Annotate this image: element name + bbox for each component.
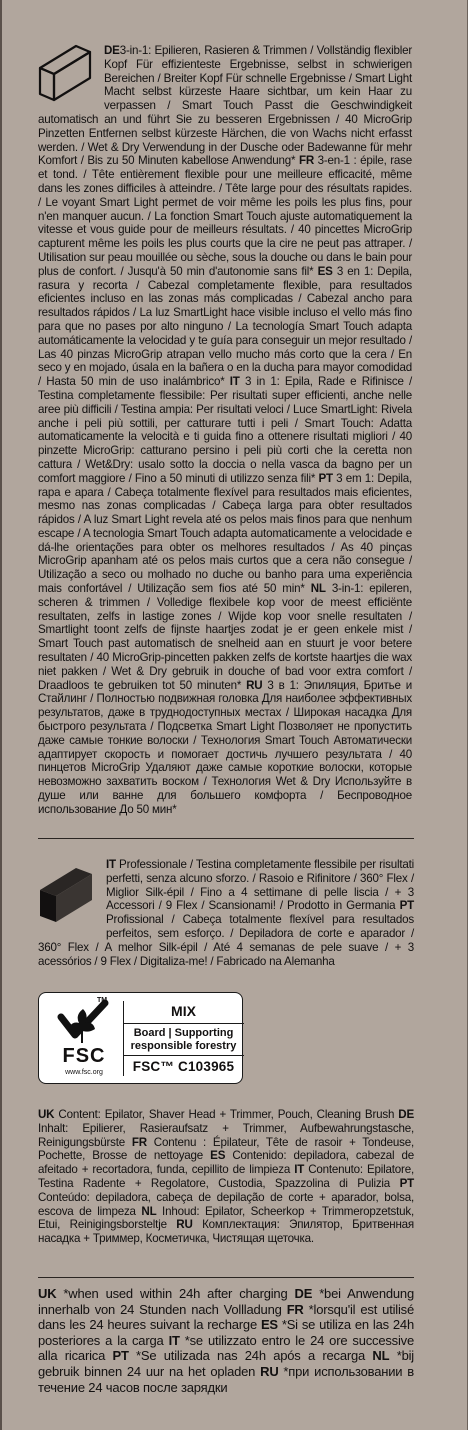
lang-code-ru: RU <box>260 1363 279 1379</box>
fsc-mix-label: MIX <box>171 1003 196 1019</box>
lang-code-ru: RU <box>246 678 263 692</box>
lang-code-fr: FR <box>286 1301 304 1317</box>
fsc-tree-checkmark-icon <box>55 999 111 1045</box>
fsc-line-bottom <box>123 1055 244 1056</box>
fsc-certification-label <box>38 992 243 1084</box>
section-divider <box>38 1277 414 1278</box>
lang-code-pt: PT <box>399 1176 414 1190</box>
footnote-text-de: *bei Anwendung innerhalb von 24 Stunden nach Vollladung <box>38 1286 414 1317</box>
icon-wrap-spacer <box>38 858 106 938</box>
lang-code-ru: RU <box>176 1218 193 1232</box>
contents-text-uk: Content: Epilator, Shaver Head + Trimmer, Pouch, Cleaning Brush <box>54 1108 399 1121</box>
footnote-text-ru: *при использовании в течение 24 часов после зарядки <box>38 1363 414 1395</box>
lang-code-de: DE <box>294 1286 313 1301</box>
footnote-text-fr: *lorsqu'il est utilisé dans les 24 heures suivant la recharge <box>38 1301 415 1333</box>
lang-code-de: DE <box>398 1108 414 1121</box>
lang-code-de: DE <box>104 44 120 57</box>
lang-code-es: ES <box>317 264 333 278</box>
lang-code-uk: UK <box>38 1286 57 1301</box>
panel-left-edge <box>0 0 2 1430</box>
contents-text-nl: Inhoud: Epilator, Scheerkop + Trimmeropzetstuk, Etui, Reinigingsborsteltje <box>38 1204 414 1232</box>
feature-text-pt: 3 em 1: Depila, rapa e apara / Cabeça totalmente flexível para resultados mais eficientes, mesmo nas zonas complicadas / Cabeça larga para obter resultados rápidos / A luz Smart Light revela até os pelos mais finos para que nenhum escape / A tecnologia Smart Touch adapta automaticamente a velocidade e dá-lhe orientações para obter os melhores resultados / As 40 pinças MicroGrip apanham até os pelos mais curtos que a cera não consegue / Utilização a seco ou molhado no duche ou banho para uma experiência mais confortável / Utilização sem fios até 50 min* <box>38 471 413 596</box>
feature-text-ru: 3 в 1: Эпиляция, Бритье и Стайлинг / Полностью подвижная головка Для наиболее эффективных результатов, даже в труднодоступных местах / Широкая насадка Для быстрого результата / Подсветка Smart Light Позволяет не пропустить даже самые тонкие волоски / Технология Smart Touch Автоматически адаптирует скорость и помогает достичь лучшего результата / 40 пинцетов MicroGrip Удаляют даже самые короткие волоски, которые невозможно захватить воском / Технология Wet & Dry Используйте в душе или ванне для большего комфорта / Беспроводное использование До 50 мин* <box>38 678 412 816</box>
lang-code-it: IT <box>294 1163 305 1177</box>
fsc-trademark: TM <box>97 997 108 1004</box>
lang-code-nl: NL <box>372 1348 390 1364</box>
lang-code-it: IT <box>229 375 240 389</box>
icon-wrap-spacer <box>38 44 104 107</box>
pro-text-pt: Profissional / Cabeça totalmente flexível para resultados perfeitos, sem esforço. / Depiladora de corte e aparador / 360° Flex / A melhor Silk-épil / Até 4 semanas de pele suave / + 3 acessórios / 9 Flex / Digitaliza-me! / Fabricado na Alemanha <box>38 913 414 968</box>
battery-footnote-text <box>38 1286 414 1406</box>
fsc-description: Board | Supporting responsible forestry <box>130 1027 237 1052</box>
fsc-line-top <box>123 1023 244 1024</box>
footnote-text-pt: *Se utilizada nas 24h após a recarga <box>128 1348 373 1364</box>
lang-code-uk: UK <box>38 1108 55 1121</box>
lang-code-es: ES <box>260 1317 278 1333</box>
contents-text-fr: Contenu : Épilateur, Tête de rasoir + Tondeuse, Pochette, Brosse de nettoyage <box>38 1135 414 1163</box>
contents-text-it: Contenuto: Epilatore, Testina Radente + Regolatore, Custodia, Spazzolina di Pulizia <box>38 1163 414 1190</box>
footnote-text-it: *se utilizzato entro le 24 ore successive alla ricarica <box>38 1332 414 1364</box>
lang-code-pt: PT <box>318 471 333 485</box>
footnote-text-uk: *when used within 24h after charging <box>56 1286 295 1301</box>
lang-code-fr: FR <box>298 154 315 168</box>
package-contents-text <box>38 1108 414 1266</box>
footnote-text-es: *Si se utiliza en las 24h posteriores a la carga <box>38 1317 414 1348</box>
lang-code-nl: NL <box>141 1204 157 1218</box>
lang-code-fr: FR <box>131 1135 147 1149</box>
feature-text-es: 3 en 1: Depila, rasura y recorta / Cabezal completamente flexible, para resultados eficientes incluso en las zonas más complicadas / Cabezal ancho para resultados rápidos / La luz SmartLight hace visible incluso el vello más fino para que no pases por alto ninguno / La tecnología Smart Touch adapta automáticamente la velocidad y te guía para conseguir un mejor resultado / Las 40 pinzas MicroGrip atrapan vello mucho más corto que la cera / En seco y en mojado, úsala en la bañera o en la ducha para mayor comodidad / Hasta 50 min de uso inalámbrico* <box>38 264 412 389</box>
lang-code-it: IT <box>106 858 116 871</box>
contents-text-pt: Conteúdo: depiladora, cabeça de depilação de corte + aparador, bolsa, escova de limpeza <box>38 1190 414 1218</box>
fsc-license-code: FSC™ C103965 <box>132 1059 235 1074</box>
feature-description-text <box>38 44 412 830</box>
feature-text-fr: 3-en-1 : épile, rase et tond. / Tête entièrement flexible pour une meilleure efficacité, même dans les zones difficiles à atteindre. / Tête large pour des résultats rapides. / Le voyant Smart Light permet de voir même les poils les plus fins, pour n'en manquer aucun. / La fonction Smart Touch ajuste automatiquement la vitesse et vous guide pour de meilleurs résultats. / 40 pincettes MicroGrip capturent même les poils les plus courts que la cire ne peut pas attraper. / Utilisation sur peau mouillée ou sèche, sous la douche ou dans le bain pour plus de confort. / Jusqu'à 50 min d'autonomie sans fil* <box>38 154 412 278</box>
feature-text-it: 3 in 1: Epila, Rade e Rifinisce / Testina completamente flessibile: Per risultati super efficienti, anche nelle aree più difficili / Testina ampia: Per risultati veloci / Luce SmartLight: Rivela anche i peli più sottili, per catturare tutti i peli / Smart Touch: Adatta automaticamente la velocità e ti guida fino a ottenere risultati migliori / 40 pinzette MicroGrip: catturano persino i peli più corti che la ceretta non cattura / Wet&Dry: usalo sotto la doccia o nella vasca da bagno per un comfort maggiore / Fino a 50 minuti di utilizzo senza fili* <box>38 375 413 485</box>
contents-text-ru: Комплектация: Эпилятор, Бритвенная насадка + Триммер, Косметичка, Чистящая щеточка. <box>38 1218 414 1246</box>
lang-code-it: IT <box>168 1332 180 1348</box>
professional-features-text <box>38 858 414 978</box>
lang-code-es: ES <box>210 1149 226 1163</box>
section-divider <box>38 838 414 839</box>
contents-text-de: Inhalt: Epilierer, Rasieraufsatz + Trimmer, Aufbewahrungstasche, Reinigungsbürste <box>38 1121 414 1149</box>
pro-text-it: Professionale / Testina completamente flessibile per risultati perfetti, senza alcuno sforzo. / Rasoio e Rifinitore / 360° Flex / Miglior Silk-épil / Fino a 4 settimane di pelle liscia / + 3 Accessori / 9 Flex / Scansionami! / Prodotto in Germania <box>106 858 414 913</box>
contents-text-es: Contenido: depiladora, cabezal de afeitado + recortadora, funda, cepillito de limpieza <box>38 1149 414 1177</box>
lang-code-pt: PT <box>399 899 414 913</box>
fsc-url: www.fsc.org <box>65 1069 103 1076</box>
footnote-text-nl: *bij gebruik binnen 24 uur na het opladen <box>38 1348 414 1379</box>
lang-code-nl: NL <box>310 582 326 596</box>
lang-code-pt: PT <box>112 1348 129 1364</box>
feature-text-nl: 3-in-1: epileren, scheren & trimmen / Volledige flexibele kop voor de meest efficiënte resultaten, zelfs in lastige zones / Wijde kop voor snelle resultaten / Smartlight toont zelfs de fijnste haartjes zodat je er geen enkele mist / Smart Touch past automatisch de snelheid aan en stuurt je voor betere resultaten / 40 MicroGrip-pincetten pakken zelfs de kortste haartjes die wax niet pakken / Wet & Dry gebruik in douche of bad voor extra comfort / Draadloos te gebruiken tot 50 minuten* <box>38 582 412 692</box>
feature-text-de: 3-in-1: Epilieren, Rasieren & Trimmen / Vollständig flexibler Kopf Für effizienteste Ergebnisse, selbst in schwierigen Bereichen / Breiter Kopf Für schnelle Ergebnisse / Smart Light Macht selbst kürzeste Haare sichtbar, um kein Haar zu verpassen / Smart Touch Passt die Geschwindigkeit automatisch an und führt Sie zu besseren Ergebnissen / 40 MicroGrip Pinzetten Entfernen selbst kürzeste Härchen, die von Wachs nicht erfasst werden. / Wet & Dry Verwendung in der Dusche oder Badewanne für mehr Komfort / Bis zu 50 Minuten kabellose Anwendung* <box>38 44 412 168</box>
fsc-logo-word: FSC <box>62 1045 106 1067</box>
